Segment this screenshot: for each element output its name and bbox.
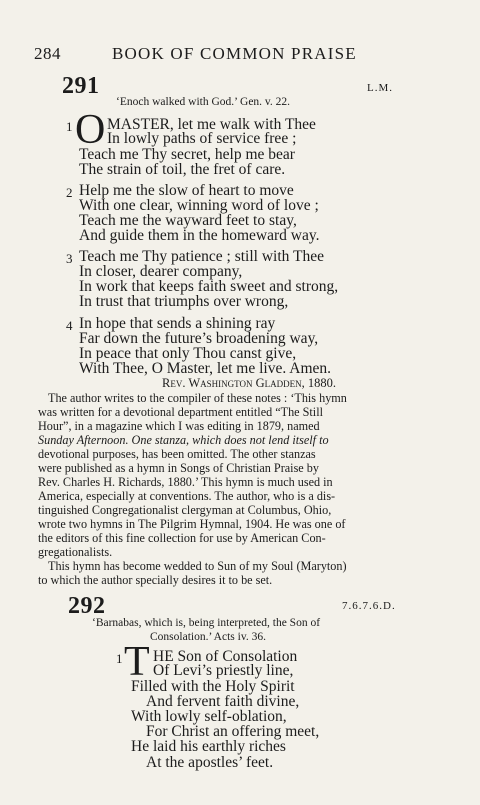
verse-line: In lowly paths of service free ; [107,130,297,147]
verse-line: And guide them in the homeward way. [79,227,320,244]
verse-line: And fervent faith divine, [146,693,300,710]
drop-cap: O [75,107,106,153]
note-line: Sunday Afternoon. One stanza, which does not lend itself to [38,433,329,447]
note-line: This hymn has become wedded to Sun of my Soul (Maryton) [48,559,347,573]
verse-line: In work that keeps faith sweet and strong, [79,278,339,295]
note-line: Hour”, in a magazine which I was editing in 1879, named [38,419,320,433]
note-line: Rev. Charles H. Richards, 1880.’ This hymn is much used in [38,475,333,489]
note-line: were published as a hymn in Songs of Christian Praise by [38,461,319,475]
verse-line: In trust that triumphs over wrong, [79,293,289,310]
hymn-meter: L.M. [367,82,393,94]
verse-line: At the apostles’ feet. [146,754,274,771]
verse-line: With Thee, O Master, let me live. Amen. [79,360,332,377]
verse-line: Teach me Thy secret, help me bear [79,146,295,163]
verse-line: MASTER, let me walk with Thee [107,116,316,133]
note-line: was written for a devotional department entitled “The Still [38,405,323,419]
verse-number: 2 [66,185,73,200]
verse-line: Filled with the Holy Spirit [131,678,295,695]
drop-cap: T [124,639,150,685]
hymn-epigraph: Consolation.’ Acts iv. 36. [150,631,266,643]
verse-number: 1 [116,651,123,666]
verse-line: For Christ an offering meet, [146,723,320,740]
hymn-epigraph: ‘Barnabas, which is, being interpreted, the Son of [92,617,321,629]
verse-line: HE Son of Consolation [153,648,298,665]
hymn-number: 292 [68,593,106,619]
verse-number: 1 [66,119,73,134]
verse-line: Teach me the wayward feet to stay, [79,212,297,229]
note-line: wrote two hymns in The Pilgrim Hymnal, 1904. He was one of [38,517,346,531]
verse-line: Help me the slow of heart to move [79,182,294,199]
hymn-meter: 7.6.7.6.D. [342,600,396,612]
verse-line: In peace that only Thou canst give, [79,345,297,362]
note-line: to which the author specially desires it to be set. [38,573,273,587]
note-line: The author writes to the compiler of these notes : ‘This hymn [48,391,347,405]
book-title: BOOK OF COMMON PRAISE [112,44,357,63]
verse-line: In hope that sends a shining ray [79,315,276,332]
hymn-number: 291 [62,73,100,99]
verse-line: Far down the future’s broadening way, [79,330,319,347]
hymn-author: Rev. Washington Gladden, 1880. [162,376,337,390]
note-line: the editors of this fine collection for use by American Con- [38,531,326,545]
note-line: tinguished Congregationalist clergyman at Columbus, Ohio, [38,503,332,517]
note-line: America, especially at conventions. The author, who is a dis- [38,489,336,503]
verse-line: He laid his earthly riches [131,738,286,755]
verse-number: 3 [66,251,73,266]
note-line: devotional purposes, has been omitted. The other stanzas [38,447,316,461]
note-line: gregationalists. [38,545,113,559]
hymn-epigraph: ‘Enoch walked with God.’ Gen. v. 22. [116,96,291,108]
verse-line: Teach me Thy patience ; still with Thee [79,248,324,265]
verse-line: The strain of toil, the fret of care. [79,161,286,178]
verse-line: Of Levi’s priestly line, [153,662,294,679]
verse-line: In closer, dearer company, [79,263,243,280]
verse-line: With lowly self-oblation, [131,708,287,725]
verse-number: 4 [66,318,73,333]
page-number: 284 [34,44,61,63]
verse-line: With one clear, winning word of love ; [79,197,319,214]
